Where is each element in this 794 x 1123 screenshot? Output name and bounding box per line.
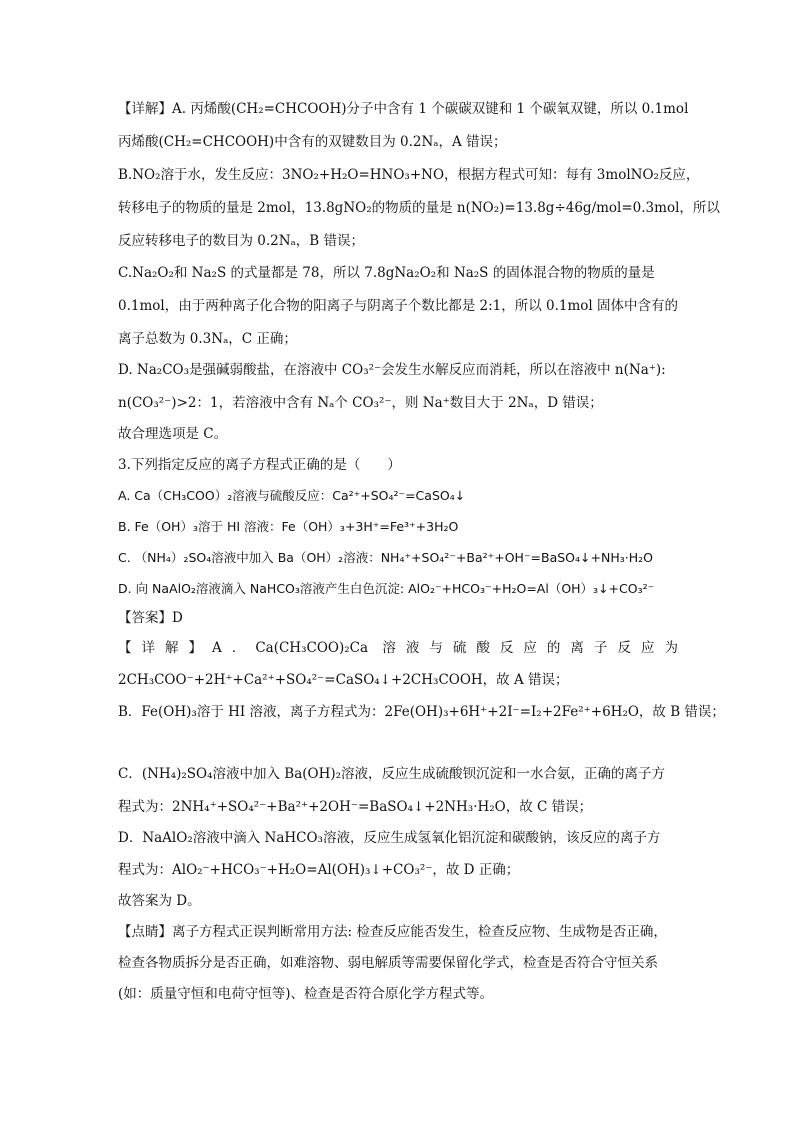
text-line: C. （NH₄）₂SO₄溶液中加入 Ba（OH）₂溶液：NH₄⁺+SO₄²⁻+Ba²⁺+OH⁻=BaSO₄↓+NH₃·H₂O — [118, 550, 653, 565]
text-line: 【详解】A. 丙烯酸(CH₂=CHCOOH)分子中含有 1 个碳碳双键和 1 个碳氧双键，所以 0.1mol — [118, 101, 689, 117]
text-line: 丙烯酸(CH₂=CHCOOH)中含有的双键数目为 0.2Nₐ，A 错误； — [118, 134, 507, 150]
text-line: 反应转移电子的数目为 0.2Nₐ，B 错误； — [118, 233, 364, 249]
text-line: 【答案】D — [118, 610, 183, 626]
text-line: D. Na₂CO₃是强碱弱酸盐，在溶液中 CO₃²⁻会发生水解反应而消耗，所以在溶液中 n(Na⁺): — [118, 362, 666, 378]
text-line: 故合理选项是 C。 — [118, 426, 228, 442]
text-line: 2CH₃COO⁻+2H⁺+Ca²⁺+SO₄²⁻=CaSO₄↓+2CH₃COOH，故 A 错误； — [118, 672, 569, 688]
text-line: 检查各物质拆分是否正确，如难溶物、弱电解质等需要保留化学式，检查是否符合守恒关系 — [118, 955, 658, 971]
text-line: B.NO₂溶于水，发生反应：3NO₂+H₂O=HNO₃+NO，根据方程式可知：每有 3molNO₂反应， — [118, 167, 700, 183]
text-line: 【点睛】离子方程式正误判断常用方法: 检查反应能否发生，检查反应物、生成物是否正确， — [118, 924, 667, 940]
text-line: 【详解】A．Ca(CH₃COO)₂Ca 溶液与硫酸反应的离子反应为 — [118, 640, 678, 656]
text-line: 程式为：AlO₂⁻+HCO₃⁻+H₂O=Al(OH)₃↓+CO₃²⁻，故 D 正确； — [118, 862, 520, 878]
text-line: 故答案为 D。 — [118, 893, 201, 909]
text-line: B．Fe(OH)₃溶于 HI 溶液，离子方程式为：2Fe(OH)₃+6H⁺+2I⁻=I₂+2Fe²⁺+6H₂O，故 B 错误； — [118, 704, 725, 720]
text-line: D．NaAlO₂溶液中滴入 NaHCO₃溶液，反应生成氢氧化铝沉淀和碳酸钠，该反应的离子方 — [118, 830, 661, 846]
text-line: 离子总数为 0.3Nₐ，C 正确； — [118, 331, 297, 347]
text-line: 转移电子的物质的量是 2mol，13.8gNO₂的物质的量是 n(NO₂)=13.8g÷46g/mol=0.3mol，所以 — [118, 200, 720, 216]
text-line: B. Fe（OH）₃溶于 HI 溶液：Fe（OH）₃+3H⁺=Fe³⁺+3H₂O — [118, 519, 459, 534]
text-line: D. 向 NaAlO₂溶液滴入 NaHCO₃溶液产生白色沉淀: AlO₂⁻+HCO₃⁻+H₂O=Al（OH）₃↓+CO₃²⁻ — [118, 581, 655, 596]
text-line: C．(NH₄)₂SO₄溶液中加入 Ba(OH)₂溶液，反应生成硫酸钡沉淀和一水合氨，正确的离子方 — [118, 766, 666, 782]
text-line: 0.1mol，由于两种离子化合物的阳离子与阴离子个数比都是 2:1，所以 0.1mol 固体中含有的 — [118, 298, 679, 314]
text-line: C.Na₂O₂和 Na₂S 的式量都是 78，所以 7.8gNa₂O₂和 Na₂S 的固体混合物的物质的量是 — [118, 265, 655, 281]
text-line: n(CO₃²⁻)>2：1，若溶液中含有 Nₐ个 CO₃²⁻，则 Na⁺数目大于 2Nₐ，D 错误； — [118, 395, 603, 411]
text-line: 3.下列指定反应的离子方程式正确的是（ ） — [118, 457, 401, 473]
text-line: (如：质量守恒和电荷守恒等)、检查是否符合原化学方程式等。 — [118, 986, 494, 1002]
text-line: 程式为：2NH₄⁺+SO₄²⁻+Ba²⁺+2OH⁻=BaSO₄↓+2NH₃·H₂O，故 C 错误； — [118, 799, 593, 815]
text-line: A. Ca（CH₃COO）₂溶液与硫酸反应：Ca²⁺+SO₄²⁻=CaSO₄↓ — [118, 488, 466, 503]
